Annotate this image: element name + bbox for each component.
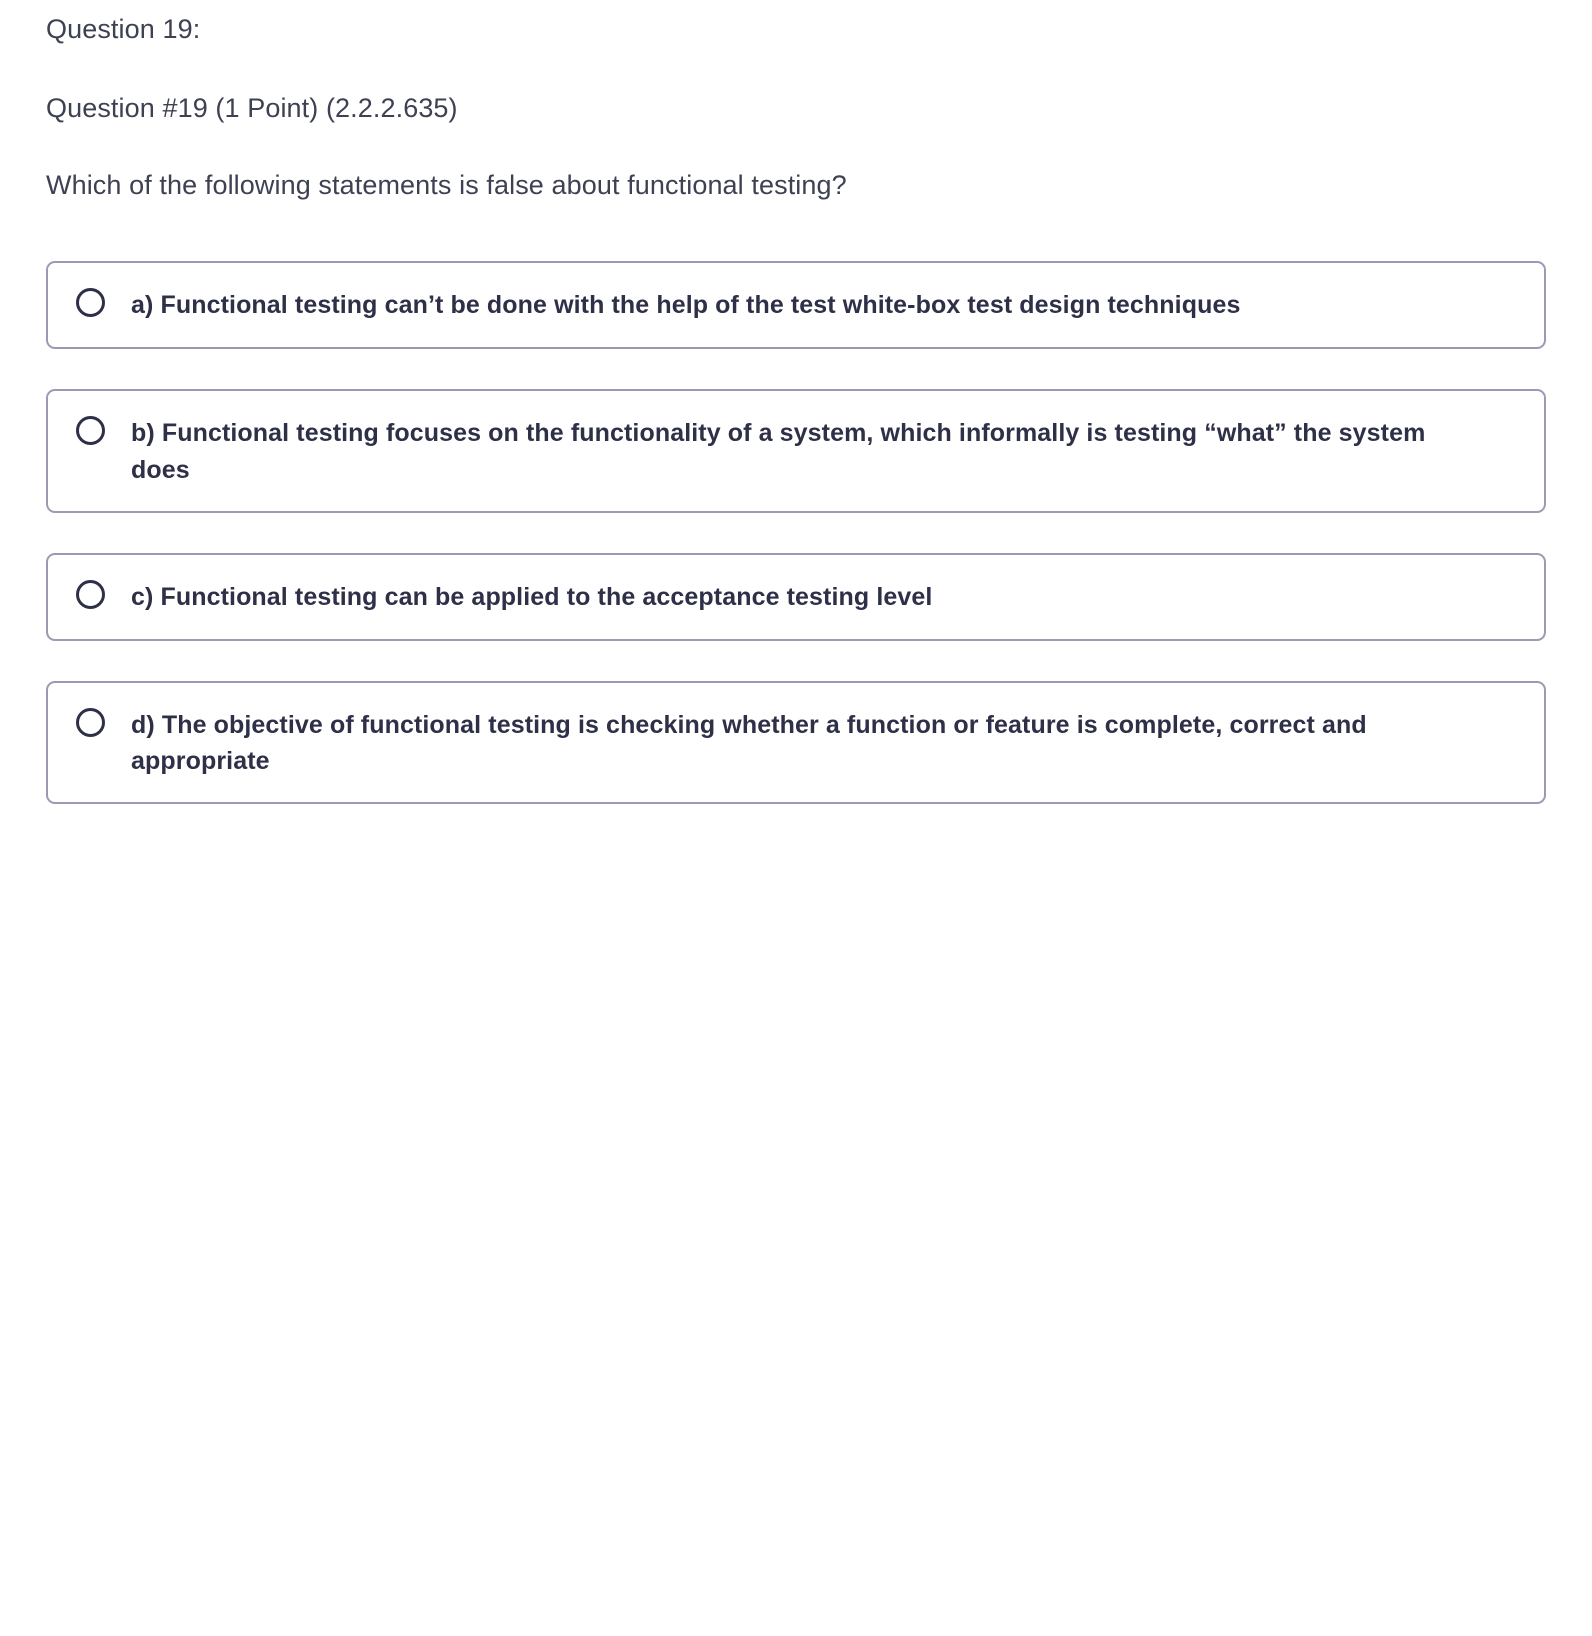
radio-button-icon-c[interactable]	[76, 580, 105, 609]
answer-option-b[interactable]	[46, 389, 1546, 513]
answer-option-a[interactable]	[46, 261, 1546, 349]
answer-option-d[interactable]	[46, 681, 1546, 805]
answer-option-a-label: a) Functional testing can’t be done with the help of the test white-box test design techniques	[131, 291, 1241, 320]
question-page	[0, 0, 1592, 804]
radio-button-icon-d[interactable]	[76, 708, 105, 737]
answer-option-c-label: c) Functional testing can be applied to the acceptance testing level	[131, 582, 933, 611]
answer-options-list	[46, 261, 1546, 804]
radio-button-icon-a[interactable]	[76, 288, 105, 317]
radio-button-icon-b[interactable]	[76, 416, 105, 445]
answer-option-c[interactable]	[46, 553, 1546, 641]
question-prompt: Which of the following statements is false about functional testing?	[46, 170, 847, 201]
question-meta-line: Question #19 (1 Point) (2.2.2.635)	[46, 93, 458, 124]
answer-option-d-label: d) The objective of functional testing is checking whether a function or feature is complete, correct and appropriate	[131, 710, 1367, 776]
question-number-label: Question 19:	[46, 14, 201, 44]
answer-option-b-label: b) Functional testing focuses on the functionality of a system, which informally is testing “what” the system does	[131, 419, 1426, 484]
